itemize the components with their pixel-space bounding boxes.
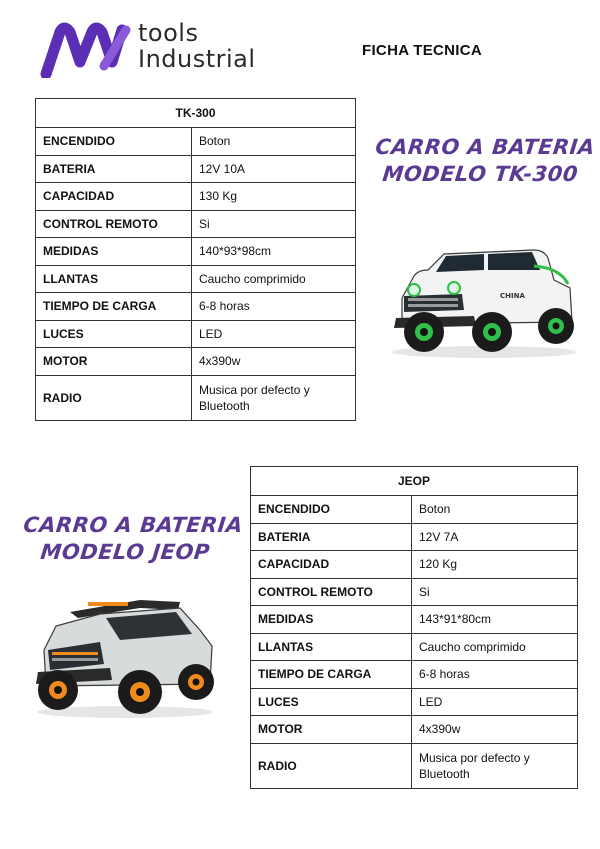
spec-value: Si [192,210,356,238]
heading-line1: CARRO A BATERIA [22,513,245,537]
spec-value: 4x390w [412,716,578,744]
spec-key: MOTOR [36,348,192,376]
spec-value: 6-8 horas [412,661,578,689]
spec-value: Caucho comprimido [192,265,356,293]
heading-line2: MODELO JEOP [39,540,212,564]
spec-value: Boton [192,128,356,156]
spec-value: 130 Kg [192,183,356,211]
spec-key: TIEMPO DE CARGA [36,293,192,321]
spec-value: Boton [412,496,578,524]
heading-line2: MODELO TK-300 [381,162,580,186]
spec-key: BATERIA [36,155,192,183]
spec-key: CAPACIDAD [251,551,412,579]
spec-value: Caucho comprimido [412,633,578,661]
table-row [36,128,356,156]
table-row [251,633,578,661]
spec-key: CONTROL REMOTO [36,210,192,238]
spec-value: Musica por defecto y Bluetooth [192,375,356,420]
spec-value: 12V 7A [412,523,578,551]
spec-value: LED [192,320,356,348]
table-row [251,743,578,788]
spec-key: LLANTAS [36,265,192,293]
product-heading-jeop [19,512,244,566]
spec-value: 4x390w [192,348,356,376]
spec-key: TIEMPO DE CARGA [251,661,412,689]
car-tk300-image [384,240,584,360]
brand-mark-icon [40,22,134,78]
spec-value: 12V 10A [192,155,356,183]
table-row [36,375,356,420]
table-row [251,688,578,716]
spec-key: RADIO [36,375,192,420]
table-row [36,293,356,321]
brand-wordmark [138,20,256,72]
brand-line1: tools [138,19,199,47]
spec-value: 140*93*98cm [192,238,356,266]
spec-table-jeop [250,466,578,789]
spec-key: RADIO [251,743,412,788]
table-row [251,578,578,606]
spec-key: LUCES [36,320,192,348]
spec-key: CAPACIDAD [36,183,192,211]
spec-value: 143*91*80cm [412,606,578,634]
table-row [251,606,578,634]
table-row [36,265,356,293]
spec-value: Si [412,578,578,606]
spec-table-tk300 [35,98,356,421]
table-title: TK-300 [36,99,356,128]
heading-line1: CARRO A BATERIA [374,135,597,159]
table-row [36,183,356,211]
car-jeop-image [30,590,220,720]
table-row [251,661,578,689]
document-title: FICHA TECNICA [362,42,483,59]
table-row [36,348,356,376]
spec-key: ENCENDIDO [36,128,192,156]
table-row [36,320,356,348]
table-row [251,716,578,744]
spec-key: MEDIDAS [251,606,412,634]
table-row [251,523,578,551]
spec-key: MOTOR [251,716,412,744]
table-title: JEOP [251,467,578,496]
table-row [251,496,578,524]
spec-value: 6-8 horas [192,293,356,321]
table-row [36,155,356,183]
brand-line2: Industrial [138,45,256,73]
table-row [36,210,356,238]
brand-logo [40,20,280,82]
spec-value: 120 Kg [412,551,578,579]
spec-value: Musica por defecto y Bluetooth [412,743,578,788]
spec-key: LLANTAS [251,633,412,661]
car-badge-text: CHINA [500,292,525,300]
spec-value: LED [412,688,578,716]
spec-key: BATERIA [251,523,412,551]
spec-key: LUCES [251,688,412,716]
table-row [36,238,356,266]
spec-key: MEDIDAS [36,238,192,266]
product-heading-tk300 [371,134,596,188]
spec-key: CONTROL REMOTO [251,578,412,606]
table-row [251,551,578,579]
spec-key: ENCENDIDO [251,496,412,524]
